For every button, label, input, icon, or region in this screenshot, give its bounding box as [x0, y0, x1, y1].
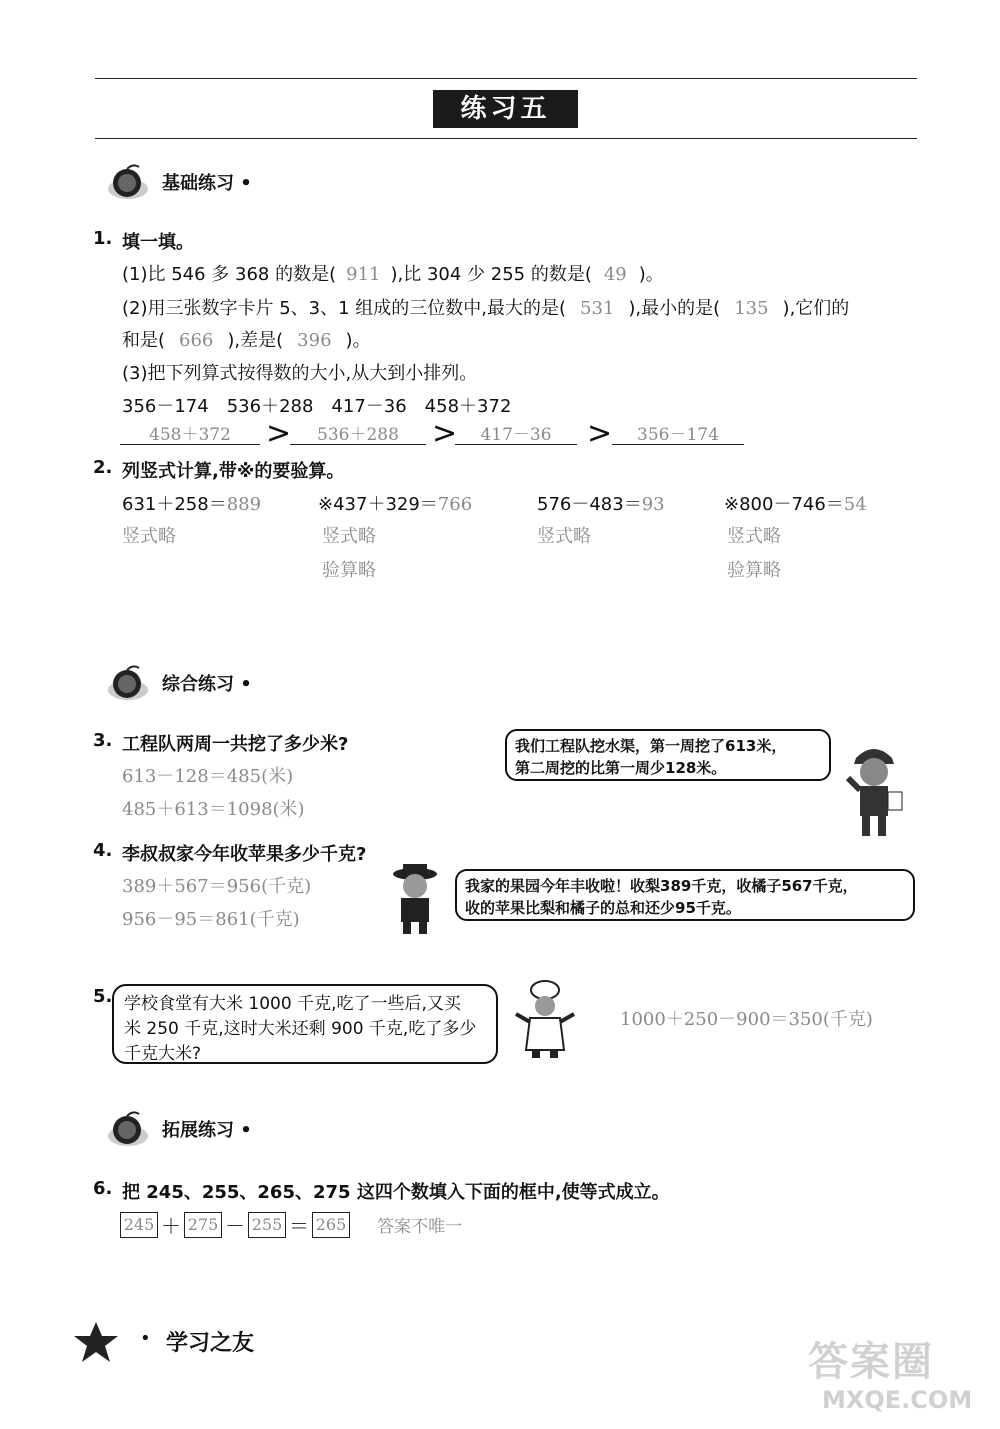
calc-item: 631＋258＝889 — [122, 494, 262, 515]
order-blank-4: 356－174 — [612, 420, 744, 445]
answer-box: 245 — [120, 1212, 158, 1238]
answer: 135 — [734, 298, 769, 319]
section-label: 综合练习 • — [162, 674, 252, 695]
greater-than: > — [587, 416, 613, 451]
apple-badge-icon — [105, 1110, 151, 1150]
apple-badge-icon — [105, 163, 151, 203]
answer: 911 — [346, 264, 381, 285]
calc-note: 竖式略 — [727, 526, 781, 547]
calc-note: 竖式略 — [537, 526, 591, 547]
section-label: 拓展练习 • — [162, 1120, 252, 1141]
q1-part2: (2)用三张数字卡片 5、3、1 组成的三位数中,最大的是( 531 ),最小的是( 135 ),它们的 — [122, 298, 850, 319]
calc-note: 竖式略 — [322, 526, 376, 547]
solution-line: 389＋567＝956(千克) — [122, 876, 312, 897]
answer: 666 — [179, 330, 214, 351]
order-blank-3: 417－36 — [455, 420, 577, 445]
watermark-url: MXQE.COM — [822, 1386, 973, 1414]
expressions: 356－174 536＋288 417－36 458＋372 — [122, 396, 512, 417]
speech-bubble: 我家的果园今年丰收啦！收梨389千克，收橘子567千克， 收的苹果比梨和橘子的总和还少95千克。 — [455, 869, 915, 921]
solution-line: 1000＋250－900＝350(千克) — [620, 1009, 873, 1030]
calc-note: 验算略 — [727, 560, 781, 581]
calc-item: 576－483＝93 — [537, 494, 665, 515]
answer: 531 — [580, 298, 615, 319]
question-number: 1. — [93, 228, 113, 249]
equation-row: 245 ＋ 275 － 255 ＝ 265 答案不唯一 — [120, 1210, 462, 1239]
q1-part2-cont: 和是( 666 ),差是( 396 )。 — [122, 330, 371, 351]
q1-part3: (3)把下列算式按得数的大小,从大到小排列。 — [122, 363, 478, 384]
footer-brand: 学习之友 — [166, 1331, 255, 1356]
solution-line: 956－95＝861(千克) — [122, 909, 300, 930]
question-number: 3. — [93, 730, 113, 751]
apple-badge-icon — [105, 664, 151, 704]
answer-note: 答案不唯一 — [377, 1217, 463, 1237]
question-title: 工程队两周一共挖了多少米? — [122, 734, 349, 755]
question-number: 5. — [93, 986, 113, 1007]
bottom-rule — [95, 138, 917, 139]
question-title: 把 245、255、265、275 这四个数填入下面的框中,使等式成立。 — [122, 1182, 670, 1203]
question-number: 6. — [93, 1178, 113, 1199]
calc-item: ※800－746＝54 — [724, 494, 867, 515]
answer: 49 — [603, 264, 627, 285]
worker-character-icon — [838, 738, 910, 840]
question-title: 李叔叔家今年收苹果多少千克? — [122, 844, 367, 865]
greater-than: > — [432, 416, 458, 451]
calc-note: 验算略 — [322, 560, 376, 581]
answer-box: 265 — [312, 1212, 350, 1238]
solution-line: 485＋613＝1098(米) — [122, 799, 305, 820]
question-title: 填一填。 — [122, 232, 194, 253]
page-title: 练习五 — [433, 90, 578, 128]
section-label: 基础练习 • — [162, 173, 252, 194]
q1-part1: (1)比 546 多 368 的数是( 911 ),比 304 少 255 的数是( 49 )。 — [122, 264, 664, 285]
question-number: 4. — [93, 840, 113, 861]
calc-note: 竖式略 — [122, 526, 176, 547]
answer: 396 — [297, 330, 332, 351]
solution-line: 613－128＝485(米) — [122, 766, 294, 787]
order-blank-1: 458＋372 — [120, 420, 260, 445]
question-title: 列竖式计算,带※的要验算。 — [122, 461, 345, 482]
greater-than: > — [266, 416, 292, 451]
footer-dot: • — [140, 1328, 151, 1349]
calc-item: ※437＋329＝766 — [318, 494, 473, 515]
question-number: 2. — [93, 457, 113, 478]
order-blank-2: 536＋288 — [290, 420, 426, 445]
top-rule — [95, 78, 917, 79]
watermark-logo: 答案圈 — [808, 1339, 934, 1385]
speech-bubble: 学校食堂有大米 1000 千克,吃了一些后,又买 米 250 千克,这时大米还剩 900 千克,吃了多少 千克大米? — [112, 984, 498, 1064]
farmer-character-icon — [387, 860, 443, 936]
answer-box: 255 — [248, 1212, 286, 1238]
chef-character-icon — [512, 980, 578, 1060]
answer-box: 275 — [184, 1212, 222, 1238]
speech-bubble: 我们工程队挖水渠，第一周挖了613米， 第二周挖的比第一周少128米。 — [505, 729, 831, 781]
star-icon — [72, 1320, 120, 1364]
